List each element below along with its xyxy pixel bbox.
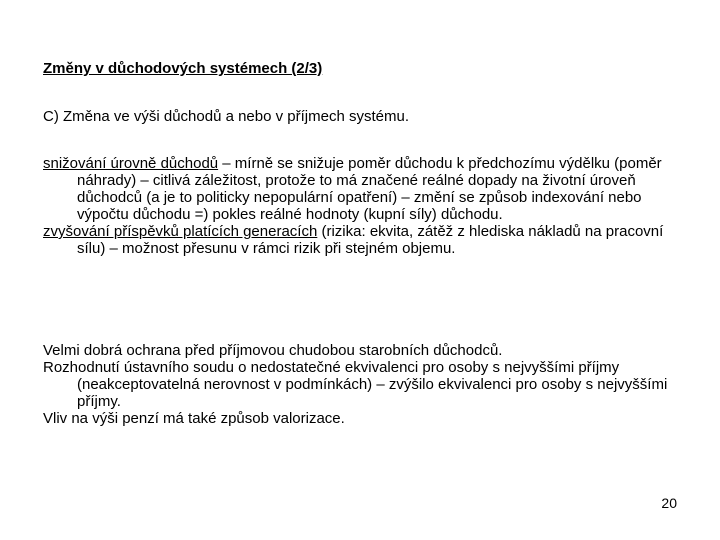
slide-title: Změny v důchodových systémech (2/3) <box>43 60 323 77</box>
item-text: – mírně se snižuje poměr důchodu k předchozímu výdělku (poměr náhrady) – citlivá záležitost, protože to má značené reálné dopady na životní úroveň důchodců (a je to politicky nepopulární opatření) – změní se způsob indexování nebo výpočtu důchodu =) pokles reálné hodnoty (kupní síly) důchodu. <box>77 155 662 223</box>
page-number: 20 <box>661 495 677 511</box>
note-item: Velmi dobrá ochrana před příjmovou chudobou starobních důchodců. <box>43 342 503 359</box>
notes-list <box>43 342 693 427</box>
item-term: zvyšování příspěvků platících generacích <box>43 223 318 240</box>
item-text: (rizika: ekvita, zátěž z hlediska nákladů na pracovní sílu) – možnost přesunu v rámci rizik při stejném objemu. <box>77 223 664 257</box>
slide-subtitle: C) Změna ve výši důchodů a nebo v příjmech systému. <box>43 108 409 125</box>
measures-list <box>43 155 693 257</box>
list-item <box>43 155 693 223</box>
list-item <box>43 223 693 257</box>
item-term: snižování úrovně důchodů <box>43 155 219 172</box>
note-item: Vliv na výši penzí má také způsob valorizace. <box>43 410 345 427</box>
note-item: Rozhodnutí ústavního soudu o nedostatečné ekvivalenci pro osoby s nejvyššími příjmy (neakceptovatelná nerovnost v podmínkách) – zvýšilo ekvivalenci pro osoby s nejvyššími příjmy. <box>43 359 668 410</box>
